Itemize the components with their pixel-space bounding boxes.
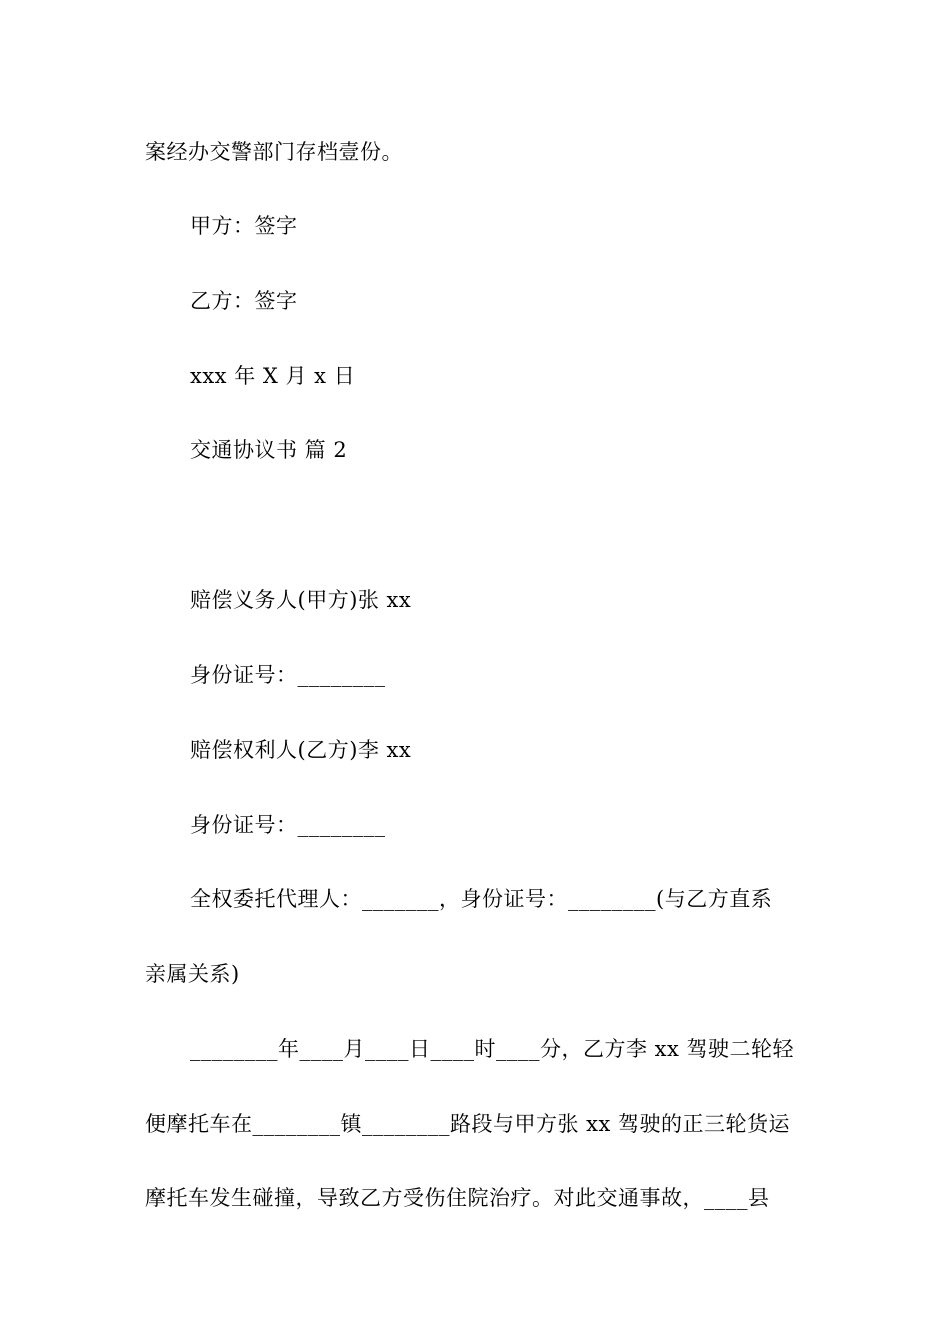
accident-paragraph-line-2: 便摩托车在________镇________路段与甲方张 xx 驾驶的正三轮货运 — [145, 1112, 791, 1136]
agent-line: 全权委托代理人：_______，身份证号：________(与乙方直系 — [190, 887, 773, 911]
obligor-line: 赔偿义务人(甲方)张 xx — [190, 588, 412, 612]
paragraph-archive-note: 案经办交警部门存档壹份。 — [145, 140, 403, 164]
signing-date: xxx 年 X 月 x 日 — [190, 364, 356, 388]
obligor-id-line: 身份证号：________ — [190, 663, 386, 687]
obligee-line: 赔偿权利人(乙方)李 xx — [190, 738, 412, 762]
section-title: 交通协议书 篇 2 — [190, 438, 348, 462]
party-b-signature: 乙方：签字 — [190, 289, 298, 313]
accident-paragraph-line-3: 摩托车发生碰撞，导致乙方受伤住院治疗。对此交通事故，____县 — [145, 1186, 770, 1210]
accident-paragraph-line-1: ________年____月____日____时____分，乙方李 xx 驾驶二轮轻 — [190, 1037, 795, 1061]
obligee-id-line: 身份证号：________ — [190, 813, 386, 837]
agent-line-continuation: 亲属关系) — [145, 962, 240, 986]
party-a-signature: 甲方：签字 — [190, 214, 298, 238]
